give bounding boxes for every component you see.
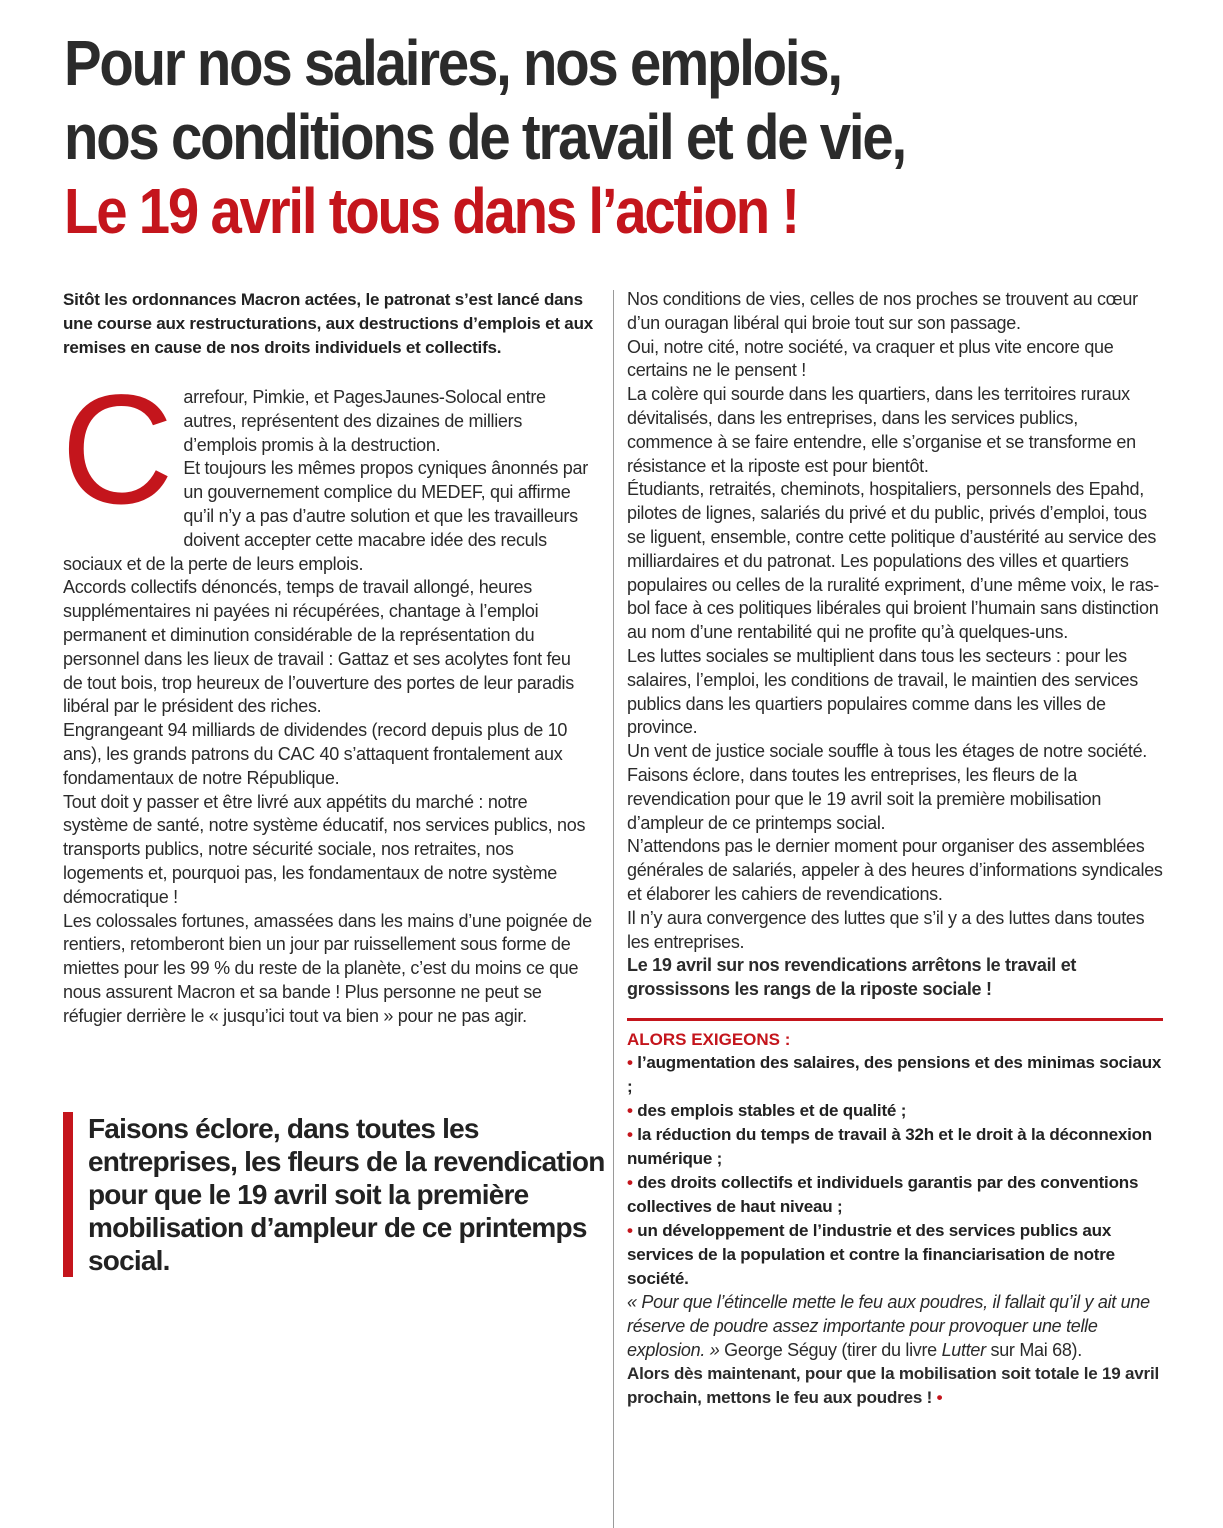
demand-item: [627, 1219, 1163, 1291]
closing-statement: [627, 1362, 1163, 1410]
column-divider: [613, 290, 614, 1528]
demands-list: [627, 1051, 1163, 1291]
demand-item-text: des emplois stables et de qualité ;: [637, 1100, 907, 1120]
right-paragraph-2: Oui, notre cité, notre société, va craquer et plus vite encore que certains ne le pensent !: [627, 336, 1114, 381]
right-paragraph-4: Étudiants, retraités, cheminots, hospitaliers, personnels des Epahd, pilotes de lignes, salariés du privé et du public, privés d’emploi, tous se liguent, ensemble, contre cette politique d’austérité au service des milliardaires et du patronat. Les populations des villes et quartiers populaires ou celles de la ruralité expriment, d’une même voix, le ras-bol face à ces politiques libérales qui broient l’humain sans distinction au nom d’une rentabilité qui ne profite qu’à quelques-uns.: [627, 479, 1159, 643]
closing-text: Alors dès maintenant, pour que la mobilisation soit totale le 19 avril prochain, mettons le feu aux poudres !: [627, 1364, 1160, 1408]
right-paragraph-8: N’attendons pas le dernier moment pour organiser des assemblées générales de salariés, appeler à des heures d’informations syndicales et élaborer les cahiers de revendications.: [627, 836, 1163, 904]
seguy-quote: [627, 1291, 1163, 1362]
right-paragraph-5: Les luttes sociales se multiplient dans tous les secteurs : pour les salaires, l’emploi, les conditions de travail, le maintien des services publics dans les quartiers populaires comme dans les villes de province.: [627, 645, 1138, 738]
headline-line-2: nos conditions de travail et de vie,: [64, 101, 905, 173]
bullet-icon: •: [627, 1124, 633, 1144]
end-bullet-icon: •: [936, 1388, 943, 1408]
right-paragraph-3: La colère qui sourde dans les quartiers, dans les territoires ruraux dévitalisés, dans les entreprises, dans les services publics, commence à se faire entendre, elle s’organise et se transforme en résistance et la riposte est pour bientôt.: [627, 384, 1136, 476]
right-paragraph-9: Il n’y aura convergence des luttes que s’il y a des luttes dans toutes les entreprises.: [627, 907, 1145, 952]
left-paragraph-2: Et toujours les mêmes propos cyniques ânonnés par un gouvernement complice du MEDEF, qui affirme qu’il n’y a pas d’autre solution et que les travailleurs doivent accepter cette macabre idée des reculs sociaux et de la perte de leurs emplois.: [63, 458, 588, 574]
bullet-icon: •: [627, 1100, 633, 1120]
left-paragraph-1-text: arrefour, Pimkie, et PagesJaunes-Solocal entre autres, représentent des dizaines de milliers d’emplois promis à la destruction.: [183, 387, 546, 455]
left-paragraph-6: Les colossales fortunes, amassées dans les mains d’une poignée de rentiers, retomberont bien un jour par ruissellement sous forme de miettes pour les 99 % du reste de la planète, c’est du moins ce que nous assurent Macron et sa bande ! Plus personne ne peut se réfugier derrière le « jusqu’ici tout va bien » pour ne pas agir.: [63, 910, 592, 1026]
demands-title: ALORS EXIGEONS :: [627, 1029, 791, 1049]
demand-item-text: des droits collectifs et individuels garantis par des conventions collectives de haut niveau ;: [627, 1172, 1139, 1216]
demand-item-text: la réduction du temps de travail à 32h et le droit à la déconnexion numérique ;: [627, 1124, 1152, 1168]
quote-book-title: Lutter: [941, 1339, 986, 1360]
left-paragraph-3: Accords collectifs dénoncés, temps de travail allongé, heures supplémentaires ni payées ni récupérées, chantage à l’emploi permanent et diminution considérable de la représentation du personnel dans les lieux de travail : Gattaz et ses acolytes font feu de tout bois, trop heureux de l’ouverture des portes de leur paradis libéral par le président des riches.: [63, 577, 574, 717]
left-body: [61, 363, 593, 1029]
bullet-icon: •: [627, 1052, 633, 1072]
quote-italic: « Pour que l’étincelle mette le feu aux poudres, il fallait qu’il y ait une réserve de poudre assez importante pour provoquer une telle explosion. »: [627, 1291, 1150, 1360]
right-paragraph-6: Un vent de justice sociale souffle à tous les étages de notre société.: [627, 741, 1147, 762]
demand-item-text: l’augmentation des salaires, des pensions et des minimas sociaux ;: [627, 1052, 1162, 1096]
bullet-icon: •: [627, 1172, 633, 1192]
headline-line-1: Pour nos salaires, nos emplois,: [64, 27, 841, 99]
demand-item: [627, 1099, 1163, 1123]
left-paragraph-4: Engrangeant 94 milliards de dividendes (record depuis plus de 10 ans), les grands patrons du CAC 40 s’attaquent frontalement aux fondamentaux de notre République.: [63, 720, 568, 788]
intro-paragraph: Sitôt les ordonnances Macron actées, le patronat s’est lancé dans une course aux restructurations, aux destructions d’emplois et aux remises en cause de nos droits individuels et collectifs.: [63, 290, 594, 357]
bullet-icon: •: [627, 1220, 633, 1240]
drop-cap: C: [61, 363, 174, 537]
right-body: [627, 288, 1163, 1002]
headline-line-3: Le 19 avril tous dans l’action !: [64, 175, 798, 247]
headline: [64, 26, 1050, 248]
quote-attribution-pre: George Séguy (tirer du livre: [719, 1339, 942, 1360]
right-paragraph-7: Faisons éclore, dans toutes les entreprises, les fleurs de la revendication pour que le 19 avril soit la première mobilisation d’ampleur de ce printemps social.: [627, 764, 1102, 833]
demand-item: [627, 1123, 1163, 1171]
pull-quote-text: Faisons éclore, dans toutes les entreprises, les fleurs de la revendication pour que le 19 avril soit la première mobilisation d’ampleur de ce printemps social.: [88, 1113, 605, 1276]
demand-item-text: un développement de l’industrie et des services publics aux services de la population et contre la financiarisation de notre société.: [627, 1220, 1115, 1288]
right-column: [627, 288, 1163, 1410]
quote-attribution-post: sur Mai 68).: [985, 1339, 1082, 1360]
right-paragraph-call-to-action: Le 19 avril sur nos revendications arrêtons le travail et grossissons les rangs de la riposte sociale !: [627, 955, 1077, 1000]
left-column: [63, 288, 593, 1029]
demand-item: [627, 1171, 1163, 1219]
section-rule: [627, 1018, 1163, 1021]
left-paragraph-5: Tout doit y passer et être livré aux appétits du marché : notre système de santé, notre système éducatif, nos services publics, nos transports publics, notre sécurité sociale, nos retraites, nos logements et, pourquoi pas, les fondamentaux de notre système démocratique !: [63, 791, 586, 907]
demand-item: [627, 1051, 1163, 1099]
pull-quote: [63, 1112, 618, 1277]
right-paragraph-1: Nos conditions de vies, celles de nos proches se trouvent au cœur d’un ouragan libéral qui broie tout sur son passage.: [627, 289, 1138, 333]
